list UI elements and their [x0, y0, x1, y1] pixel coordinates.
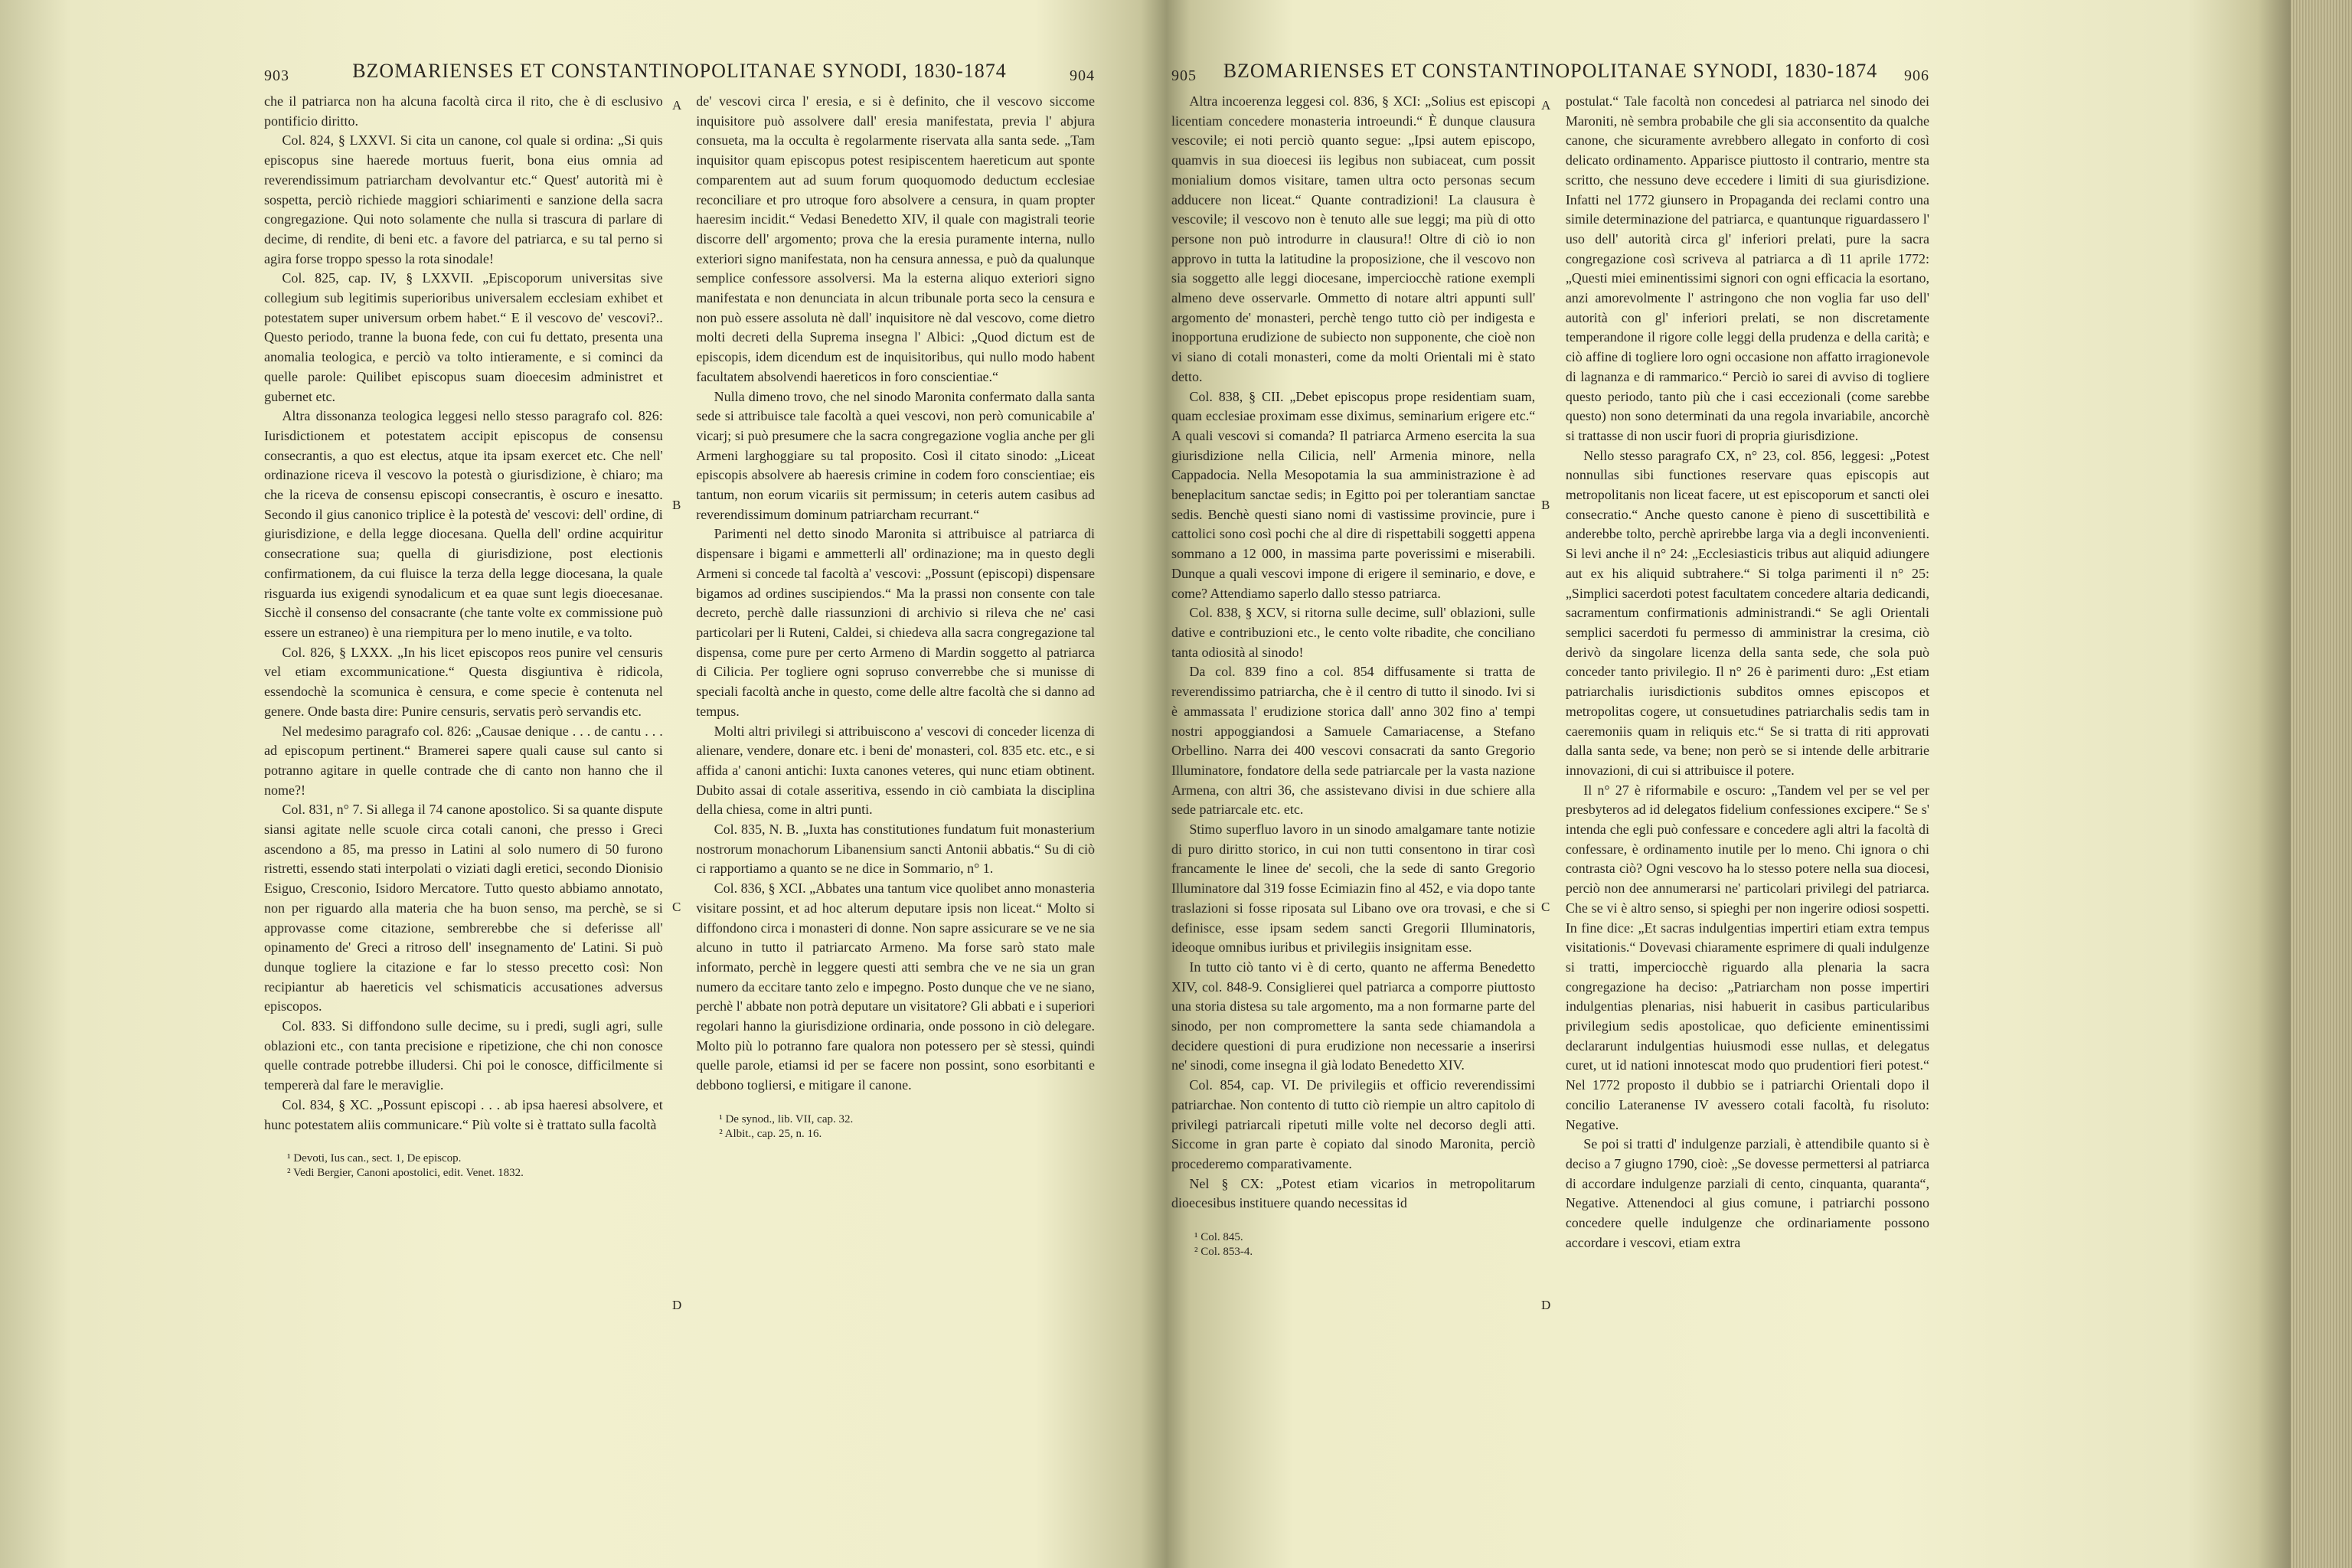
- footnote: ¹ Col. 845.: [1194, 1231, 1243, 1244]
- footnotes: [264, 1152, 663, 1181]
- paragraph: Molti altri privilegi si attribuiscono a' vescovi di conceder licenza di alienare, vendere, donare etc. i beni de' monasteri, col. 835 etc. etc., e si affida a' canoni antichi: Iuxta canones veteres, qui nunc etiam obtinent. Dubito assai di cotale asseritiva, essendo in ciò cambiata la disciplina della chiesa, come in altri punti.: [696, 723, 1095, 818]
- paragraph: Da col. 839 fino a col. 854 diffusamente si tratta de reverendissimo patriarcha, che è il centro di tutto il sinodo. Ivi si è ammassata l' erudizione storica dall' anno 302 fino a' tempi nostri appoggiandosi a Samuele Camariacense, a Stefano Orbellino. Narra dei 400 vescovi consacrati da santo Gregorio Illuminatore, fondatore della sede patriarcale per la vasta nazione Armena, con altri 36, che assistevano divisi in due schiere alla sede patriarcale etc. etc.: [1171, 664, 1536, 818]
- paragraph: Col. 835, N. B. „Iuxta has constitutiones fundatum fuit monasterium nostrorum monachorum Libanensium sancti Antonii abbatis.“ Su di ciò ci rapportiamo a quanto se ne dice in Sommario, n° 1.: [696, 822, 1095, 877]
- footnote: ¹ Devoti, Ius can., sect. 1, De episcop.: [287, 1152, 462, 1165]
- section-marker: A: [672, 98, 682, 113]
- paragraph: Altra dissonanza teologica leggesi nello stesso paragrafo col. 826: Iurisdictionem et potestatem accipit episcopus de consensu consecrantis, a quo est electus, atque ita ipsam exercet etc. Che nell' ordinazione riceva il vescovo la potestà o giurisdizione, è chiaro; ma che la riceva de consensu episcopi consecrantis, è oscuro e inesatto. Secondo il gius canonico triplice è la potestà de' vescovi: dell' ordine, di giurisdizione, e della legge diocesana. Quella dell' ordine acquiritur consecratione sua; quella di giurisdizione, post electionis confirmationem, da cui fluisce la terza della legge diocesana, la quale risguarda ius exigendi synodalicum et ea quae sunt legis dioecesanae. Sicchè il consenso del consacrante (che tante volte ex commissione può essere un estraneo) è una riempitura per lo meno inutile, e va tolto.: [264, 408, 663, 640]
- section-marker: B: [1541, 498, 1550, 512]
- footnote: ² Col. 853-4.: [1194, 1246, 1253, 1259]
- right-page-column-1: [1171, 92, 1535, 1259]
- section-marker: C: [1541, 900, 1550, 914]
- running-title: BZOMARIENSES ET CONSTANTINOPOLITANAE SYNODI, 1830-1874: [352, 60, 1007, 82]
- paragraph: che il patriarca non ha alcuna facoltà circa il rito, che è di esclusivo pontificio diritto.: [264, 93, 663, 129]
- page-number: 903: [264, 67, 289, 84]
- paragraph: Col. 836, § XCI. „Abbates una tantum vice quolibet anno monasteria visitare possint, et ad hoc alterum deputare ipsis non liceat.“ Molto si diffondono circa i monasteri di donne. Non sapre assicurare se ve ne sia alcuno in tutto il patriarcato Armeno. Ma forse sarò stato male informato, perchè in leggere questi atti sembra che ve ne sia un gran numero da eccitare tanto zelo e impegno. Posto dunque che ve ne siano, perchè l' abbate non potrà deputare un visitatore? Gli abbati e i superiori regolari hanno la giurisdizione ordinaria, onde possono in ciò delegare. Molto più lo potranno fare qualora non potessero per sè stessi, quindi quelle parole, etiamsi id per se facere non possint, sono esorbitanti e debbono togliersi, e mitigare il canone.: [696, 880, 1095, 1093]
- left-page-header: [264, 46, 1095, 92]
- footnote: ² Vedi Bergier, Canoni apostolici, edit. Venet. 1832.: [287, 1167, 524, 1180]
- section-marker: A: [1541, 98, 1551, 113]
- book-page-edges: [2291, 0, 2352, 1568]
- paragraph: Il n° 27 è riformabile e oscuro: „Tandem vel per se vel per presbyteros ad id delegatos fidelium confessiones excipere.“ Se s' intenda che egli può confessare e concedere agli altri la facoltà di confessare, è ordinamento inutile per lo meno. Chi ignora o chi contrasta ciò? Ogni vescovo ha lo stesso potere nella sua diocesi, perciò non dee annumerarsi ne' particolari privilegi del patriarca. Che se vi è altro senso, si spieghi per non ingerire odiosi sospetti. In fine dice: „Et sacras indulgentias impertiri etiam extra tempus visitationis.“ Dovevasi chiaramente esprimere di quali indulgenze si tratti, imperciocchè riguardo alla plenaria la sacra congregazione ha deciso: „Patriarcham non posse impertiri indulgentias plenarias, nisi habuerit in casibus particularibus privilegium sedis apostolicae, quo deficiente eminentissimi declararunt indulgentias huiusmodi esse nullas, et delegatus curet, ut id nationi innotescat modo quo prudentiori fieri potest.“ Nel 1772 proposto il dubbio se i patriarchi Orientali dopo il concilio Lateranense IV avessero cotali facoltà, fu risoluto: Negative.: [1565, 782, 1929, 1132]
- footnotes: [1171, 1230, 1535, 1259]
- left-page-column-1: [264, 92, 663, 1181]
- paragraph: Nel § CX: „Potest etiam vicarios in metropolitarum dioecesibus instituere quando necessitas id: [1171, 1175, 1536, 1211]
- footnote: ¹ De synod., lib. VII, cap. 32.: [719, 1112, 854, 1125]
- right-page-column-2: [1566, 92, 1929, 1259]
- paragraph: Altra incoerenza leggesi col. 836, § XCI: „Solius est episcopi licentiam concedere monasteria introeundi.“ È dunque clausura vescovile; ei noti perciò quanto segue: „Ipsi autem episcopo, quamvis in sua dioecesi iis legibus non subiaceat, cum possit monialium domos visitare, tamen ultra octo personas secum adducere non liceat.“ Quante contradizioni! La clausura è vescovile; il vescovo non è tenuto alle sue leggi; ma più di otto persone non può introdurre in clausura!! Oltre di ciò io non approvo in tutta la latitudine la proposizione, che il vescovo non sia soggetto alle leggi diocesane, imperciocchè ratione exempli almeno deve osservarle. Ommetto di notare altri appunti sull' argomento de' monasteri, perchè tengo tutto ciò per indigesta e inopportuna erudizione de subiecto non supponente, che cioè non vi siano di cotali monasteri, come da molti Orientali mi è stato detto.: [1171, 93, 1536, 384]
- right-page-header: [1171, 46, 1929, 92]
- paragraph: Col. 824, § LXXVI. Si cita un canone, col quale si ordina: „Si quis episcopus sine haerede mortuus fuerit, bona eius omnia ad reverendissimum patriarcham devolvantur etc.“ Quest' autorità mi è sospetta, perciò richiede maggiori schiarimenti e sanzione della sacra congregazione. Qui noto solamente che nulla si trascura di parlare di decime, di rendite, di beni etc. a favore del patriarca, e su tal perno si agira forse troppo spesso la rota sinodale!: [264, 132, 663, 266]
- left-page-column-2: [696, 92, 1095, 1181]
- paragraph: Col. 825, cap. IV, § LXXVII. „Episcoporum universitas sive collegium sub legitimis superioribus universalem ecclesiam exhibet et potestatem super universum orbem habet.“ E il vescovo de' vescovi?.. Questo periodo, tranne la buona fede, con cui fu dettato, presenta una anomalia teologica, e perciò va tolto intieramente, e si cominci da quelle parole: Quilibet episcopus suam dioecesim administret et gubernet etc.: [264, 270, 663, 404]
- page-number: 906: [1904, 67, 1929, 84]
- running-title: BZOMARIENSES ET CONSTANTINOPOLITANAE SYNODI, 1830-1874: [1223, 60, 1878, 82]
- paragraph: Col. 834, § XC. „Possunt episcopi . . . ab ipsa haeresi absolvere, et hunc potestatem aliis communicare.“ Più volte si è trattato sulla facoltà: [264, 1096, 663, 1132]
- page-number: 905: [1171, 67, 1197, 84]
- paragraph: Parimenti nel detto sinodo Maronita si attribuisce al patriarca di dispensare i bigami e ammetterli all' ordinazione; ma in questo degli Armeni si concede tal facoltà a' vescovi: „Possunt (episcopi) dispensare bigamos ad ordines suscipiendos.“ Ma la prassi non consente con tale decreto, perchè dalle riassunzioni di archivio si rileva che ne' casi particolari per li Ruteni, Caldei, si chiedeva alla sacra congregazione tal dispensa, come pure per certo Armeno di Mardin soggetto al patriarca di Cilicia. Per togliere ogni sopruso converrebbe che si munisse di speciali facoltà anche in questo, come delle altre facoltà che si danno ad tempus.: [696, 526, 1095, 719]
- footnote: ² Albit., cap. 25, n. 16.: [719, 1127, 822, 1140]
- paragraph: Col. 838, § CII. „Debet episcopus prope residentiam suam, quam ecclesiae proximam esse diximus, seminarium erigere etc.“ A quali vescovi si comanda? Il patriarca Armeno esercita la sua giurisdizione nella Cilicia, nell' Armenia minore, nella Cappadocia. Nella Mesopotamia la sua amministrazione è ad beneplacitum sanctae sedis; in Egitto poi per tolerantiam sanctae sedis. Benchè questi siano nomi di vastissime provincie, pure i cattolici sono così pochi che al dire di rispettabili soggetti appena sommano a 12 000, in massima parte poverissimi e miserabili. Dunque a quali vescovi impone di erigere il seminario, e dove, e come? Attendiamo saperlo dallo stesso patriarca.: [1171, 388, 1536, 601]
- right-page: [1171, 46, 1929, 1312]
- section-marker: D: [1541, 1298, 1551, 1312]
- paragraph: Col. 854, cap. VI. De privilegiis et officio reverendissimi patriarchae. Non contento di tutto ciò riempie un altro capitolo di privilegi patriarcali ripetuti mille volte nel decorso degli atti. Siccome in gran parte è copiato dal sinodo Maronita, perciò procederemo comparativamente.: [1171, 1077, 1536, 1171]
- page-number: 904: [1070, 67, 1095, 84]
- paragraph: Col. 826, § LXXX. „In his licet episcopos reos punire vel censuris vel etiam excommunicatione.“ Questa disgiuntiva è ridicola, essendochè la scomunica è censura, e come specie è contenuta nel genere. Onde basta dire: Punire censuris, servatis però servandis etc.: [264, 644, 663, 719]
- paragraph: postulat.“ Tale facoltà non concedesi al patriarca nel sinodo dei Maroniti, nè sembra probabile che gli sia acconsentito da qualche canone, che sicuramente avrebbero allegato in conforto di così delicato ordinamento. Apparisce piuttosto il contrario, mentre sta scritto, che nessuno deve eccedere i limiti di sua giurisdizione. Infatti nel 1772 giunsero in Propaganda dei reclami contro una simile determinazione del patriarca, e quantunque riguardassero l' uso dell' autorità circa gl' inferiori prelati, pure la sacra congregazione così scriveva al patriarca a dì 11 aprile 1772: „Questi miei eminentissimi signori con ogni efficacia la esortano, anzi amorevolmente l' astringono che non voglia far uso dell' autorità con gl' inferiori prelati, se non discretamente temperandone il rigore colle leggi della prudenza e della carità; e ciò affine di togliere loro ogni occasione non affatto irragionevole di lagnanza e di rammarico.“ Perciò io sarei di avviso di togliere questo periodo, tanto più che i casi eccezionali (come sarebbe questo) non sono determinati da una regola invariabile, ancorchè si trattasse di non uscir fuori di propria giurisdizione.: [1565, 93, 1929, 443]
- section-marker: C: [672, 900, 681, 914]
- paragraph: In tutto ciò tanto vi è di certo, quanto ne afferma Benedetto XIV, col. 848-9. Consiglierei quel patriarca a comporre piuttosto una storia distesa su tale argomento, ma a non formarne parte del sinodo, per non compromettere la santa sede chiamandola a decidere questioni di pura erudizione non necessarie a inserirsi ne' sinodi, come insegna il già lodato Benedetto XIV.: [1171, 959, 1536, 1073]
- section-marker: B: [672, 498, 681, 512]
- paragraph: Stimo superfluo lavoro in un sinodo amalgamare tante notizie di puro diritto storico, in cui non tutti consentono in tirar così francamente le linee de' secoli, che la sede di santo Gregorio Illuminatore dal 319 fosse Ecimiazin fino al 452, e via dopo tante traslazioni si fosse riposata sul Libano ove ora trovasi, e che si definisce, esse ipsam sedem sancti Gregorii Illuminatoris, ideoque omnibus iuribus et privilegiis insignitam esse.: [1171, 822, 1536, 956]
- paragraph: de' vescovi circa l' eresia, e si è definito, che il vescovo siccome inquisitore può assolvere dall' eresia manifestata, previa l' abjura consueta, ma la occulta è regolarmente riservata alla santa sede. „Tam inquisitor quam episcopus potest resipiscentem haereticum aut sponte comparentem aut ad suum forum quoquomodo deductum ecclesiae reconciliare et pro utroque foro absolvere a censura, in quam propter haeresim incidit.“ Vedasi Benedetto XIV, il quale con magistrali teorie discorre dell' argomento; prova che la eresia puramente interna, nullo exteriori signo manifestata, non ha censura annessa, e può da qualunque semplice confessore assolversi. Ma la esterna aliquo exteriori signo manifestata e non denunciata in alcun tribunale porta seco la censura e non può essere assoluta nè dall' inquisitore nè dal vescovo, come dietro molti decreti della Suprema insegna l' Albici: „Quod dictum est de episcopis, idem dicendum est de inquisitoribus, qui nullo modo habent facultatem absolvendi haereticos in foro conscientiae.“: [696, 93, 1095, 384]
- paragraph: Nello stesso paragrafo CX, n° 23, col. 856, leggesi: „Potest nonnullas sibi functiones reservare quas episcopis aut metropolitanis non liceat facere, ut est episcoporum et sancti olei consecratio.“ Anche questo canone è pieno di suscettibilità e anderebbe tolto, perchè aprirebbe larga via a degli inconvenienti. Si levi anche il n° 24: „Ecclesiasticis tribus aut aliquid adiungere aut ex his aliquid subtrahere.“ Si tolga parimenti il n° 25: „Simplici sacerdoti potest facultatem concedere altaria dedicandi, sacramentum confirmationis administrandi.“ Se agli Orientali semplici sacerdoti fu permesso di amministrar la cresima, ciò derivò da singolare licenza della santa sede, che sola può conceder tanto privilegio. Il n° 26 è parimenti duro: „Est etiam patriarchalis iurisdictionis subditos omnes episcopos et metropolitas cogere, ut consuetudines patriarchalis sedis tam in caeremoniis quam in reliquis etc.“ Se si tratta di riti approvati dalla santa sede, va bene; non però se si intende delle arbitrarie innovazioni, di cui si attribuisce il potere.: [1565, 447, 1929, 778]
- paragraph: Col. 833. Si diffondono sulle decime, su i predi, sugli agri, sulle oblazioni etc., con tanta precisione e ripetizione, che chi non conosce quelle contrade potrebbe illudersi. Chi poi le conosce, difficilmente si tempererà dal fare le meraviglie.: [264, 1018, 663, 1093]
- left-page: [264, 46, 1095, 1312]
- paragraph: Se poi si tratti d' indulgenze parziali, è attendibile quanto si è deciso a 7 giugno 1790, cioè: „Se dovesse permettersi al patriarca di accordare indulgenze parziali di cento, cinquanta, quaranta“, Negative. Attenendoci al gius comune, i patriarchi possono concedere quelle indulgenze che ordinariamente possono accordare i vescovi, etiam extra: [1565, 1136, 1929, 1250]
- paragraph: Nel medesimo paragrafo col. 826: „Causae denique . . . de cantu . . . ad episcopum pertinent.“ Bramerei sapere quali cause sul canto si potranno agitare in quelle contrade che di canto non hanno che il nome?!: [264, 723, 663, 798]
- section-marker: D: [672, 1298, 682, 1312]
- paragraph: Col. 838, § XCV, si ritorna sulle decime, sull' oblazioni, sulle dative e contribuzioni etc., le cento volte ribadite, che conciliano tanta odiosità al sinodo!: [1171, 605, 1536, 660]
- paragraph: Col. 831, n° 7. Si allega il 74 canone apostolico. Si sa quante dispute siansi agitate nelle scuole circa cotali canoni, che presso i Greci ascendono a 85, ma presso in Latini al solo numero di 50 furono ristretti, essendo stati interpolati o viziati dagli eretici, secondo Dionisio Esiguo, Cresconio, Isidoro Mercatore. Tutto questo abbiamo annotato, non per riguardo alla materia che ha buon senso, ma perchè, se si approvasse come citazione, sembrerebbe che si deferisse all' opinamento de' Greci a ritroso dell' insegnamento de' Latini. Si può dunque togliere la citazione e far lo stesso precetto così: Non recipiantur ab haereticis vel schismaticis accusationes adversus episcopos.: [264, 802, 663, 1014]
- footnotes: [696, 1112, 1095, 1142]
- paragraph: Nulla dimeno trovo, che nel sinodo Maronita confermato dalla santa sede si attribuisce tale facoltà a quei vescovi, non però comunicabile a' vicarj; si può presumere che la sacra congregazione voglia anche per gli Armeni larghoggiare su tal proposito. Così il citato sinodo: „Liceat episcopis absolvere ab haeresis crimine in codem foro conscientiae; eis tantum, non eorum vicariis sit permissum; in ceteris autem casibus ad reverendissimum dominum patriarcham recurrant.“: [696, 388, 1095, 522]
